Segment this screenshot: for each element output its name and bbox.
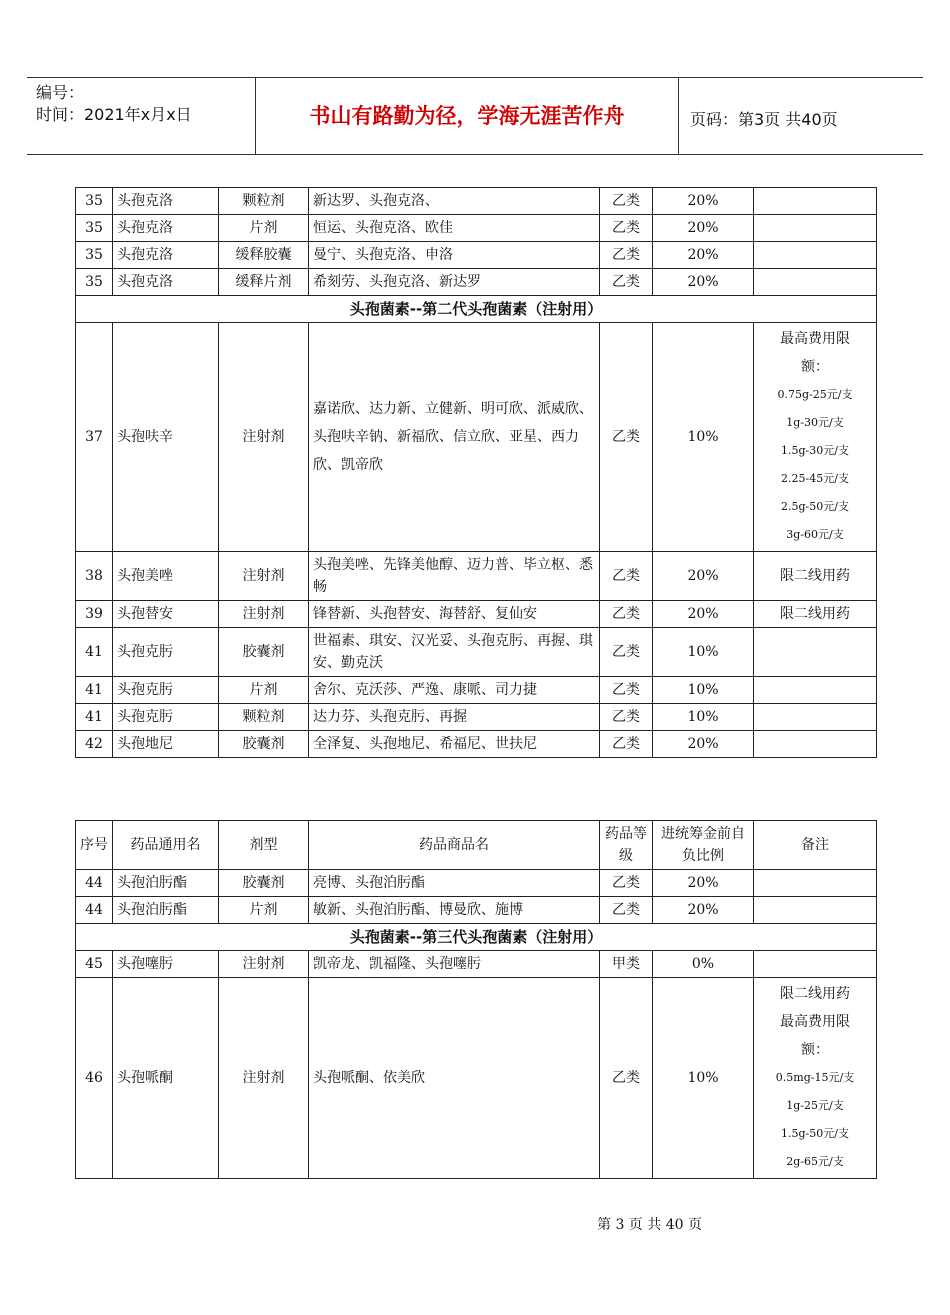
drug-grade: 乙类 — [600, 897, 653, 924]
brand-names: 达力芬、头孢克肟、再握 — [309, 704, 600, 731]
generic-name: 头孢克肟 — [113, 628, 219, 677]
dosage-form: 胶囊剂 — [219, 870, 309, 897]
drug-grade: 乙类 — [600, 731, 653, 758]
row-number: 37 — [76, 323, 113, 552]
brand-names: 头孢哌酮、依美欣 — [309, 978, 600, 1179]
brand-names: 新达罗、头孢克洛、 — [309, 188, 600, 215]
drug-grade: 乙类 — [600, 552, 653, 601]
dosage-form: 颗粒剂 — [219, 704, 309, 731]
section-heading-row — [76, 296, 877, 323]
table-row — [76, 628, 877, 677]
generic-name: 头孢泊肟酯 — [113, 870, 219, 897]
drug-table-1 — [75, 187, 877, 758]
generic-name: 头孢克肟 — [113, 704, 219, 731]
remark-line: 1g-30元/支 — [786, 416, 844, 429]
dosage-form: 注射剂 — [219, 951, 309, 978]
header-bottom-rule — [27, 154, 923, 155]
table-2-rows-a — [76, 870, 877, 924]
table-row — [76, 951, 877, 978]
header-grade: 药品等级 — [600, 821, 653, 870]
dosage-form: 片剂 — [219, 897, 309, 924]
remark-line: 2g-65元/支 — [786, 1155, 844, 1168]
remark-line: 1.5g-50元/支 — [781, 1127, 849, 1140]
header-generic: 药品通用名 — [113, 821, 219, 870]
dosage-form: 缓释片剂 — [219, 269, 309, 296]
dosage-form: 注射剂 — [219, 978, 309, 1179]
remark — [754, 731, 877, 758]
brand-names: 头孢美唑、先锋美他醇、迈力普、毕立枢、悉畅 — [309, 552, 600, 601]
table-row — [76, 704, 877, 731]
row-number: 41 — [76, 704, 113, 731]
dosage-form: 注射剂 — [219, 323, 309, 552]
header-note: 备注 — [754, 821, 877, 870]
header-page-number: 页码：第3页 共40页 — [690, 110, 838, 129]
self-pay-ratio: 20% — [653, 242, 754, 269]
self-pay-ratio: 20% — [653, 731, 754, 758]
generic-name: 头孢克洛 — [113, 215, 219, 242]
row-number: 35 — [76, 215, 113, 242]
remark-line: 额： — [801, 359, 829, 375]
row-number: 41 — [76, 628, 113, 677]
remark — [754, 628, 877, 677]
drug-grade: 乙类 — [600, 870, 653, 897]
remark: 限二线用药 — [754, 552, 877, 601]
remark — [754, 704, 877, 731]
brand-names: 凯帝龙、凯福隆、头孢噻肟 — [309, 951, 600, 978]
dosage-form: 胶囊剂 — [219, 731, 309, 758]
self-pay-ratio: 10% — [653, 704, 754, 731]
row-number: 35 — [76, 188, 113, 215]
brand-names: 舍尔、克沃莎、严逸、康哌、司力捷 — [309, 677, 600, 704]
self-pay-ratio: 10% — [653, 978, 754, 1179]
generic-name: 头孢噻肟 — [113, 951, 219, 978]
row-number: 42 — [76, 731, 113, 758]
dosage-form: 缓释胶囊 — [219, 242, 309, 269]
dosage-form: 注射剂 — [219, 552, 309, 601]
remark: 限二线用药 — [754, 601, 877, 628]
self-pay-ratio: 20% — [653, 215, 754, 242]
page-footer: 第 3 页 共 40 页 — [597, 1217, 702, 1233]
dosage-form: 注射剂 — [219, 601, 309, 628]
remark-line: 2.5g-50元/支 — [781, 500, 849, 513]
section-heading: 头孢菌素--第二代头孢菌素（注射用） — [76, 296, 877, 323]
header-meta — [36, 82, 192, 126]
brand-names: 亮博、头孢泊肟酯 — [309, 870, 600, 897]
table-row — [76, 677, 877, 704]
table-row — [76, 731, 877, 758]
self-pay-ratio: 20% — [653, 552, 754, 601]
generic-name: 头孢美唑 — [113, 552, 219, 601]
remark — [754, 897, 877, 924]
table-row — [76, 897, 877, 924]
remark — [754, 242, 877, 269]
time-label: 时间：2021年x月x日 — [36, 105, 192, 124]
number-label: 编号： — [36, 83, 85, 102]
brand-names: 嘉诺欣、达力新、立健新、明可欣、派威欣、头孢呋辛钠、新福欣、信立欣、亚星、西力欣、凯帝欣 — [309, 323, 600, 552]
dosage-form: 片剂 — [219, 215, 309, 242]
row-number: 45 — [76, 951, 113, 978]
generic-name: 头孢克洛 — [113, 242, 219, 269]
table-header-row — [76, 821, 877, 870]
self-pay-ratio: 10% — [653, 677, 754, 704]
drug-grade: 乙类 — [600, 601, 653, 628]
brand-names: 锋替新、头孢替安、海替舒、复仙安 — [309, 601, 600, 628]
self-pay-ratio: 20% — [653, 601, 754, 628]
generic-name: 头孢克肟 — [113, 677, 219, 704]
brand-names: 曼宁、头孢克洛、申洛 — [309, 242, 600, 269]
generic-name: 头孢替安 — [113, 601, 219, 628]
table-row — [76, 242, 877, 269]
row-number: 46 — [76, 978, 113, 1179]
remark-line: 1.5g-30元/支 — [781, 444, 849, 457]
brand-names: 世福素、琪安、汉光妥、头孢克肟、再握、琪安、勤克沃 — [309, 628, 600, 677]
header-motto: 书山有路勤为径，学海无涯苦作舟 — [309, 104, 625, 128]
row-number: 35 — [76, 269, 113, 296]
self-pay-ratio: 10% — [653, 628, 754, 677]
header-ratio: 进统筹金前自负比例 — [653, 821, 754, 870]
remark-cell — [754, 323, 877, 552]
table-row — [76, 870, 877, 897]
row-number: 38 — [76, 552, 113, 601]
row-number: 44 — [76, 870, 113, 897]
header-divider — [678, 77, 679, 154]
table-row — [76, 323, 877, 552]
remark-line: 3g-60元/支 — [786, 528, 844, 541]
drug-grade: 乙类 — [600, 215, 653, 242]
drug-grade: 乙类 — [600, 269, 653, 296]
remark-line: 最高费用限 — [780, 1014, 850, 1030]
self-pay-ratio: 10% — [653, 323, 754, 552]
header-brands: 药品商品名 — [309, 821, 600, 870]
self-pay-ratio: 20% — [653, 269, 754, 296]
table-row — [76, 552, 877, 601]
self-pay-ratio: 20% — [653, 188, 754, 215]
brand-names: 敏新、头孢泊肟酯、博曼欣、施博 — [309, 897, 600, 924]
row-number: 41 — [76, 677, 113, 704]
table-1-rows-a — [76, 188, 877, 296]
table-row — [76, 269, 877, 296]
table-row — [76, 188, 877, 215]
self-pay-ratio: 0% — [653, 951, 754, 978]
remark — [754, 677, 877, 704]
header-top-rule — [27, 77, 923, 78]
generic-name: 头孢泊肟酯 — [113, 897, 219, 924]
generic-name: 头孢克洛 — [113, 188, 219, 215]
remark-cell — [754, 978, 877, 1179]
table-row — [76, 215, 877, 242]
remark-line: 限二线用药 — [780, 986, 850, 1002]
generic-name: 头孢地尼 — [113, 731, 219, 758]
remark-line: 0.5mg-15元/支 — [775, 1071, 855, 1084]
brand-names: 希刻劳、头孢克洛、新达罗 — [309, 269, 600, 296]
self-pay-ratio: 20% — [653, 897, 754, 924]
self-pay-ratio: 20% — [653, 870, 754, 897]
table-row — [76, 601, 877, 628]
brand-names: 全泽复、头孢地尼、希福尼、世扶尼 — [309, 731, 600, 758]
drug-grade: 乙类 — [600, 323, 653, 552]
section-heading-row — [76, 924, 877, 951]
drug-grade: 甲类 — [600, 951, 653, 978]
header-form: 剂型 — [219, 821, 309, 870]
remark — [754, 951, 877, 978]
row-number: 39 — [76, 601, 113, 628]
remark — [754, 188, 877, 215]
drug-grade: 乙类 — [600, 677, 653, 704]
dosage-form: 胶囊剂 — [219, 628, 309, 677]
remark — [754, 215, 877, 242]
section-heading: 头孢菌素--第三代头孢菌素（注射用） — [76, 924, 877, 951]
drug-grade: 乙类 — [600, 628, 653, 677]
row-number: 35 — [76, 242, 113, 269]
dosage-form: 片剂 — [219, 677, 309, 704]
dosage-form: 颗粒剂 — [219, 188, 309, 215]
table-1-rows-b — [76, 552, 877, 758]
generic-name: 头孢哌酮 — [113, 978, 219, 1179]
drug-grade: 乙类 — [600, 704, 653, 731]
drug-grade: 乙类 — [600, 188, 653, 215]
generic-name: 头孢克洛 — [113, 269, 219, 296]
remark — [754, 269, 877, 296]
remark-line: 最高费用限 — [780, 331, 850, 347]
brand-names: 恒运、头孢克洛、欧佳 — [309, 215, 600, 242]
table-row — [76, 978, 877, 1179]
remark-line: 1g-25元/支 — [786, 1099, 844, 1112]
remark — [754, 870, 877, 897]
drug-grade: 乙类 — [600, 978, 653, 1179]
drug-grade: 乙类 — [600, 242, 653, 269]
remark-line: 2.25-45元/支 — [781, 472, 849, 485]
remark-line: 0.75g-25元/支 — [777, 388, 853, 401]
header-no: 序号 — [76, 821, 113, 870]
row-number: 44 — [76, 897, 113, 924]
generic-name: 头孢呋辛 — [113, 323, 219, 552]
remark-line: 额： — [801, 1042, 829, 1058]
drug-table-2 — [75, 820, 877, 1179]
